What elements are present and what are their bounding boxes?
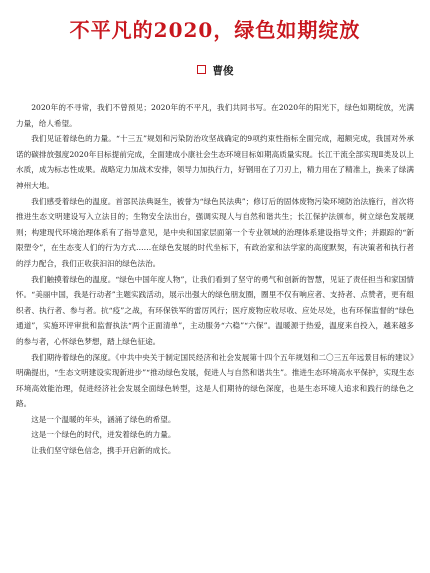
- paragraph: 我们触摸着绿色的温度。“绿色中国年度人物”，让我们看到了坚守的勇气和创新的智慧，见证了责任担当和家国情怀。“美丽中国，我是行动者”主题实践活动，展示出强大的绿色朋友圈，圈里不仅有响应者、支持者、点赞者，更有组织者、执行者、参与者。抗“疫”之战，有环保铁军的雷厉风行；医疗废物应收尽收、应处尽处，也有环保监督的“绿色通道”，实施环评审批和监督执法“两个正面清单”，主动服务“六稳”“六保”。温暖源于热爱，温度来自投入，越来越多的参与者，心怀绿色梦想，踏上绿色征途。: [16, 274, 414, 346]
- closing-line: 这是一个绿色的时代，迸发着绿色的力量。: [31, 430, 176, 440]
- closing-line: 这是一个温暖的年头，涵涌了绿色的希望。: [31, 414, 176, 424]
- article-body: [16, 100, 414, 459]
- article-title: 不平凡的2020，绿色如期绽放: [69, 18, 361, 42]
- paragraph: 2020年的不寻常，我们不曾预见；2020年的不平凡，我们共同书写。在2020年的阳光下，绿色如期绽放，光满力量，给人希望。: [16, 103, 414, 128]
- paragraph: 我们见证着绿色的力量。“十三五”规划和污染防治攻坚战确定的9项约束性指标全面完成，超额完成，我国对外承诺的碳排放强度2020年目标提前完成，全面建成小康社会生态环境目标如期高质量实现。长江干流全部实现Ⅱ类及以上水质，成为标志性成果。战略定力加战术安排，领导力加执行力，好钢用在了刀刃上，精力用在了精准上，换来了绿满神州大地。: [16, 134, 414, 190]
- author-name: 曹俊: [212, 65, 234, 77]
- author-line: [0, 63, 430, 78]
- closing-line: 让我们坚守绿色信念，携手开启新的成长。: [31, 446, 176, 456]
- square-bullet-icon: [197, 65, 206, 74]
- paragraph: 我们感受着绿色的温度。首部民法典诞生，被誉为“绿色民法典”；修订后的固体废物污染环境防治法施行，首次将推进生态文明建设写入立法目的；生物安全法出台，强调实现人与自然和谐共生；长江保护法颁布，树立绿色发展规则；构建现代环境治理体系有了指导意见，是中央和国家层面第一个专业领域的治理体系建设指导文件；并跟踪的“新限塑令”，在生态变人们的行为方式……在绿色发展的时代坐标下，有政治家和法学家的高度默契，有决策者和执行者的浮力配合，我们正收获汩汩的绿色法治。: [16, 196, 414, 268]
- paragraph: 我们期待着绿色的深度。《中共中央关于制定国民经济和社会发展第十四个五年规划和二〇三五年远景目标的建议》明确提出，“生态文明建设实现新进步”“推动绿色发展，促进人与自然和谐共生”。推进生态环境高水平保护，实现生态环境高效能治理，促进经济社会发展全面绿色转型，这是人们期待的绿色深度，也是生态环境人追求和践行的绿色之路。: [16, 352, 414, 409]
